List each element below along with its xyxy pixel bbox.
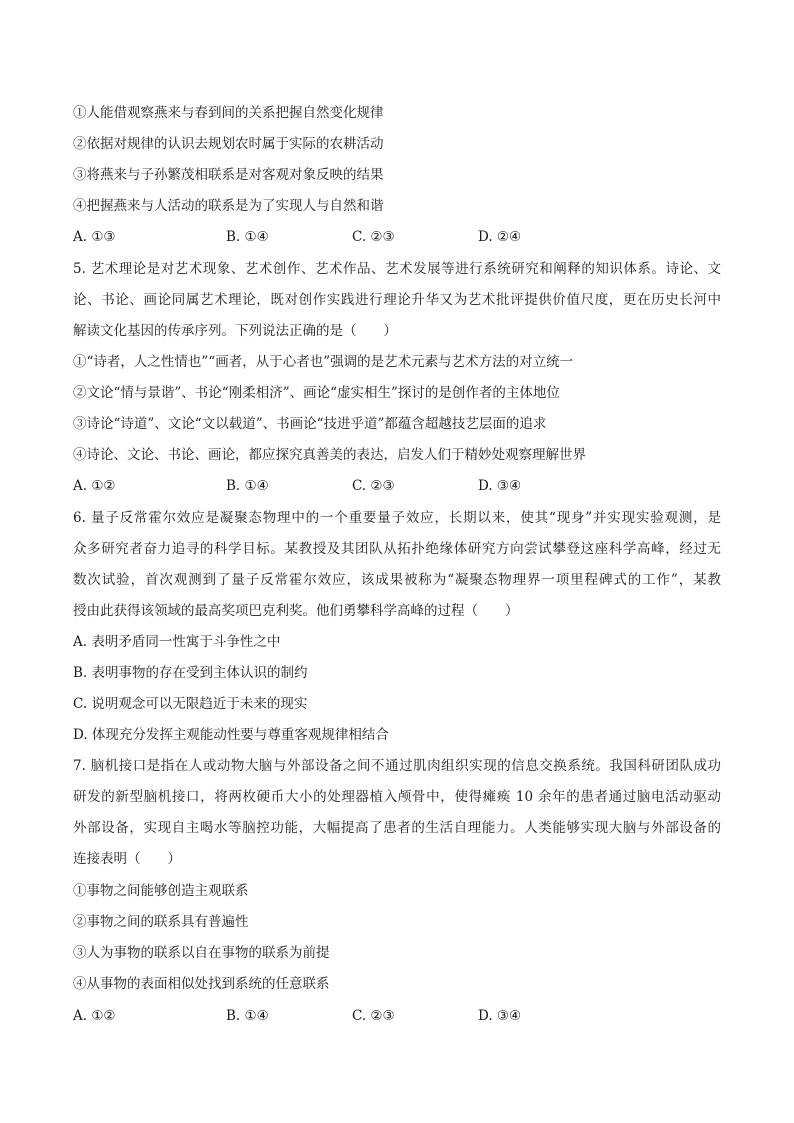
q6-option-a: A. 表明矛盾同一性寓于斗争性之中 [73, 634, 281, 650]
q6-stem-line-3: 数次试验，首次观测到了量子反常霍尔效应，该成果被称为“凝聚态物理界一项里程碑式的工作”，某教 [73, 572, 721, 588]
q4-option-a: A. ①③ [73, 229, 116, 245]
q7-option-d: D. ③④ [478, 1008, 522, 1024]
q6-stem-line-4: 授由此获得该领域的最高奖项巴克利奖。他们勇攀科学高峰的过程（ ） [73, 603, 519, 619]
q6-option-d: D. 体现充分发挥主观能动性要与尊重客观规律相结合 [73, 727, 389, 743]
q5-option-b: B. ①④ [226, 478, 269, 494]
q4-option-d: D. ②④ [478, 229, 522, 245]
q4-option-c: C. ②③ [352, 229, 395, 245]
q5-item-3: ③诗论“诗道”、文论“文以载道”、书画论“技进乎道”都蕴含超越技艺层面的追求 [73, 416, 547, 432]
q7-stem-line-3: 外部设备，实现自主喝水等脑控功能，大幅提高了患者的生活自理能力。人类能够实现大脑与外部设备的 [73, 820, 721, 836]
q6-option-c: C. 说明观念可以无限趋近于未来的现实 [73, 696, 308, 712]
q7-item-2: ②事物之间的联系具有普遍性 [73, 914, 249, 930]
q6-option-b: B. 表明事物的存在受到主体认识的制约 [73, 665, 308, 681]
q4-item-3: ③将燕来与子孙繁茂相联系是对客观对象反映的结果 [73, 167, 384, 183]
q5-option-a: A. ①② [73, 478, 116, 494]
q7-option-c: C. ②③ [352, 1008, 395, 1024]
q7-option-a: A. ①② [73, 1008, 116, 1024]
q7-stem-line-4: 连接表明（ ） [73, 851, 181, 867]
q4-item-2: ②依据对规律的认识去规划农时属于实际的农耕活动 [73, 136, 384, 152]
q5-stem-line-1: 5. 艺术理论是对艺术现象、艺术创作、艺术作品、艺术发展等进行系统研究和阐释的知识体系。诗论、文 [73, 261, 721, 277]
q7-stem-line-2: 研发的新型脑机接口，将两枚硬币大小的处理器植入颅骨中，使得瘫痪 10 余年的患者通过脑电活动驱动 [73, 789, 721, 805]
q5-stem-line-2: 论、书论、画论同属艺术理论，既对创作实践进行理论升华又为艺术批评提供价值尺度，更在历史长河中 [73, 292, 721, 308]
q7-item-1: ①事物之间能够创造主观联系 [73, 883, 249, 899]
q5-stem-line-3: 解读文化基因的传承序列。下列说法正确的是（ ） [73, 323, 397, 339]
q5-item-4: ④诗论、文论、书论、画论，都应探究真善美的表达，启发人们于精妙处观察理解世界 [73, 447, 586, 463]
q7-stem-line-1: 7. 脑机接口是指在人或动物大脑与外部设备之间不通过肌肉组织实现的信息交换系统。我国科研团队成功 [73, 758, 721, 774]
q7-item-4: ④从事物的表面相似处找到系统的任意联系 [73, 976, 330, 992]
q7-option-b: B. ①④ [226, 1008, 269, 1024]
q5-option-d: D. ③④ [478, 478, 522, 494]
q6-stem-line-2: 众多研究者奋力追寻的科学目标。某教授及其团队从拓扑绝缘体研究方向尝试攀登这座科学高峰，经过无 [73, 541, 721, 557]
q7-item-3: ③人为事物的联系以自在事物的联系为前提 [73, 945, 330, 961]
q5-item-1: ①“诗者，人之性情也”“画者，从于心者也”强调的是艺术元素与艺术方法的对立统一 [73, 354, 574, 370]
q4-item-4: ④把握燕来与人活动的联系是为了实现人与自然和谐 [73, 198, 384, 214]
q5-item-2: ②文论“情与景谐”、书论“刚柔相济”、画论“虚实相生”探讨的是创作者的主体地位 [73, 385, 560, 401]
q4-item-1: ①人能借观察燕来与春到间的关系把握自然变化规律 [73, 105, 384, 121]
q4-option-b: B. ①④ [226, 229, 269, 245]
q5-option-c: C. ②③ [352, 478, 395, 494]
q6-stem-line-1: 6. 量子反常霍尔效应是凝聚态物理中的一个重要量子效应，长期以来，使其“现身”并实现实验观测，是 [73, 510, 721, 526]
